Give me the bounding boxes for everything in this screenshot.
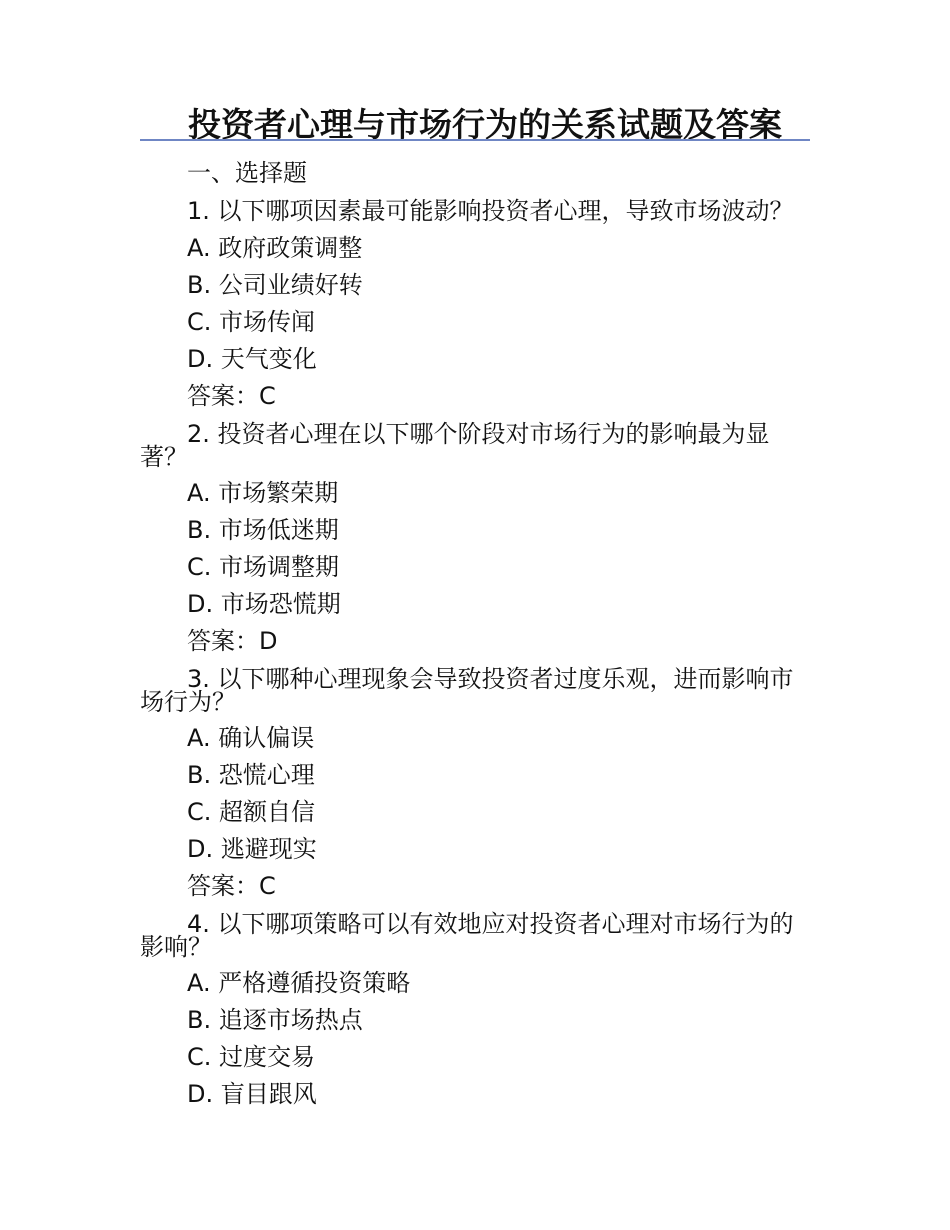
question-2-option-b: B. 市场低迷期 [187,516,339,544]
title-underline [140,139,810,141]
question-1-option-a: A. 政府政策调整 [187,234,363,262]
document-title: 投资者心理与市场行为的关系试题及答案 [188,105,782,144]
question-1-option-d: D. 天气变化 [187,345,317,373]
question-2-stem-wrap: 著？ [140,443,188,471]
question-3-stem-wrap: 场行为？ [140,688,236,716]
section-heading: 一、选择题 [187,159,307,187]
question-1-answer: 答案：C [187,382,276,410]
question-4-option-c: C. 过度交易 [187,1043,316,1071]
question-4-option-a: A. 严格遵循投资策略 [187,969,411,997]
question-4-stem: 4. 以下哪项策略可以有效地应对投资者心理对市场行为的 [187,910,794,938]
question-4-option-d: D. 盲目跟风 [187,1080,317,1108]
question-3-option-c: C. 超额自信 [187,798,316,826]
question-2-option-a: A. 市场繁荣期 [187,479,339,507]
question-3-answer: 答案：C [187,872,276,900]
question-2-option-c: C. 市场调整期 [187,553,340,581]
question-2-stem: 2. 投资者心理在以下哪个阶段对市场行为的影响最为显 [187,420,770,448]
question-4-stem-wrap: 影响？ [140,933,212,961]
question-3-option-b: B. 恐慌心理 [187,761,315,789]
question-3-option-d: D. 逃避现实 [187,835,317,863]
question-3-stem: 3. 以下哪种心理现象会导致投资者过度乐观，进而影响市 [187,665,794,693]
question-3-option-a: A. 确认偏误 [187,724,315,752]
question-4-option-b: B. 追逐市场热点 [187,1006,363,1034]
question-2-option-d: D. 市场恐慌期 [187,590,341,618]
question-1-option-c: C. 市场传闻 [187,308,316,336]
question-1-stem: 1. 以下哪项因素最可能影响投资者心理，导致市场波动？ [187,197,794,225]
question-1-option-b: B. 公司业绩好转 [187,271,363,299]
question-2-answer: 答案：D [187,627,278,655]
